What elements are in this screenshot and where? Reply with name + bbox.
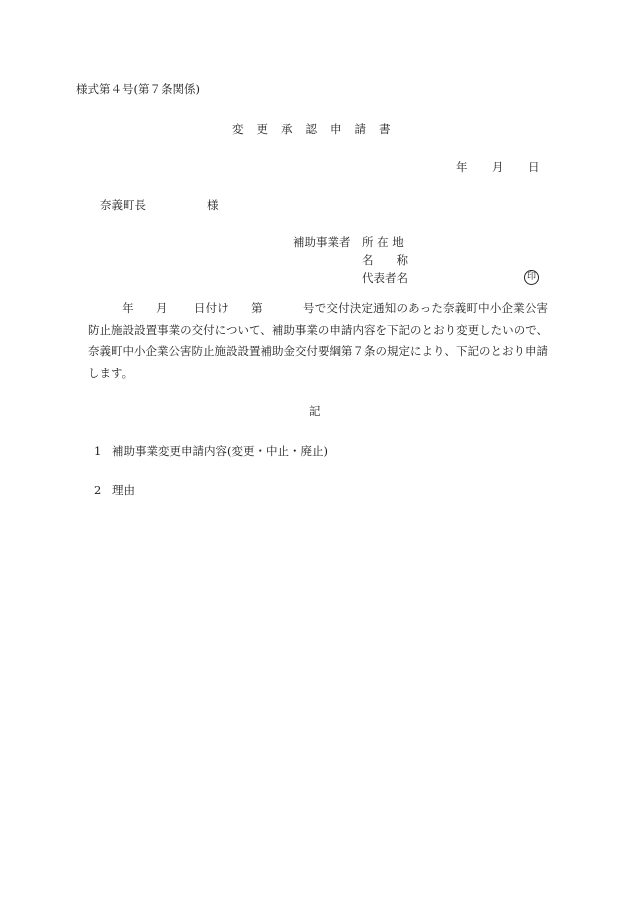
item-2-text: 理由 [112,483,135,497]
body-paragraph [88,298,548,384]
addressee-name: 奈義町長 [100,198,146,212]
name-label: 名 称 [362,253,408,267]
applicant-label: 補助事業者 [293,235,351,249]
item-1-number: 1 [94,444,102,458]
representative-label: 代表者名 [362,271,408,285]
addressee-honorific: 様 [207,198,219,212]
body-text: 号で交付決定通知のあった奈義町中小企業公害防止施設設置事業の交付について、補助事業の申請内容を下記のとおり変更したいので、奈義町中小企業公害防止施設設置補助金交付要綱第７条の規定により、下記のとおり申請します。 [88,301,549,380]
form-number: 様式第４号(第７条関係) [76,82,200,96]
body-date-suffix: 日付け [193,301,229,315]
item-2-number: 2 [94,483,102,497]
body-number-prefix: 第 [250,301,263,315]
ki-heading: 記 [309,404,321,418]
date-year-label: 年 [456,160,468,174]
body-year: 年 [122,301,134,315]
date-month-label: 月 [492,160,504,174]
document-title: 変更承認申請書 [232,122,404,136]
body-month: 月 [155,301,168,315]
item-1-text: 補助事業変更申請内容(変更・中止・廃止) [112,444,328,458]
seal-mark: 印 [524,270,539,285]
date-day-label: 日 [528,160,540,174]
address-label: 所 在 地 [362,235,404,249]
